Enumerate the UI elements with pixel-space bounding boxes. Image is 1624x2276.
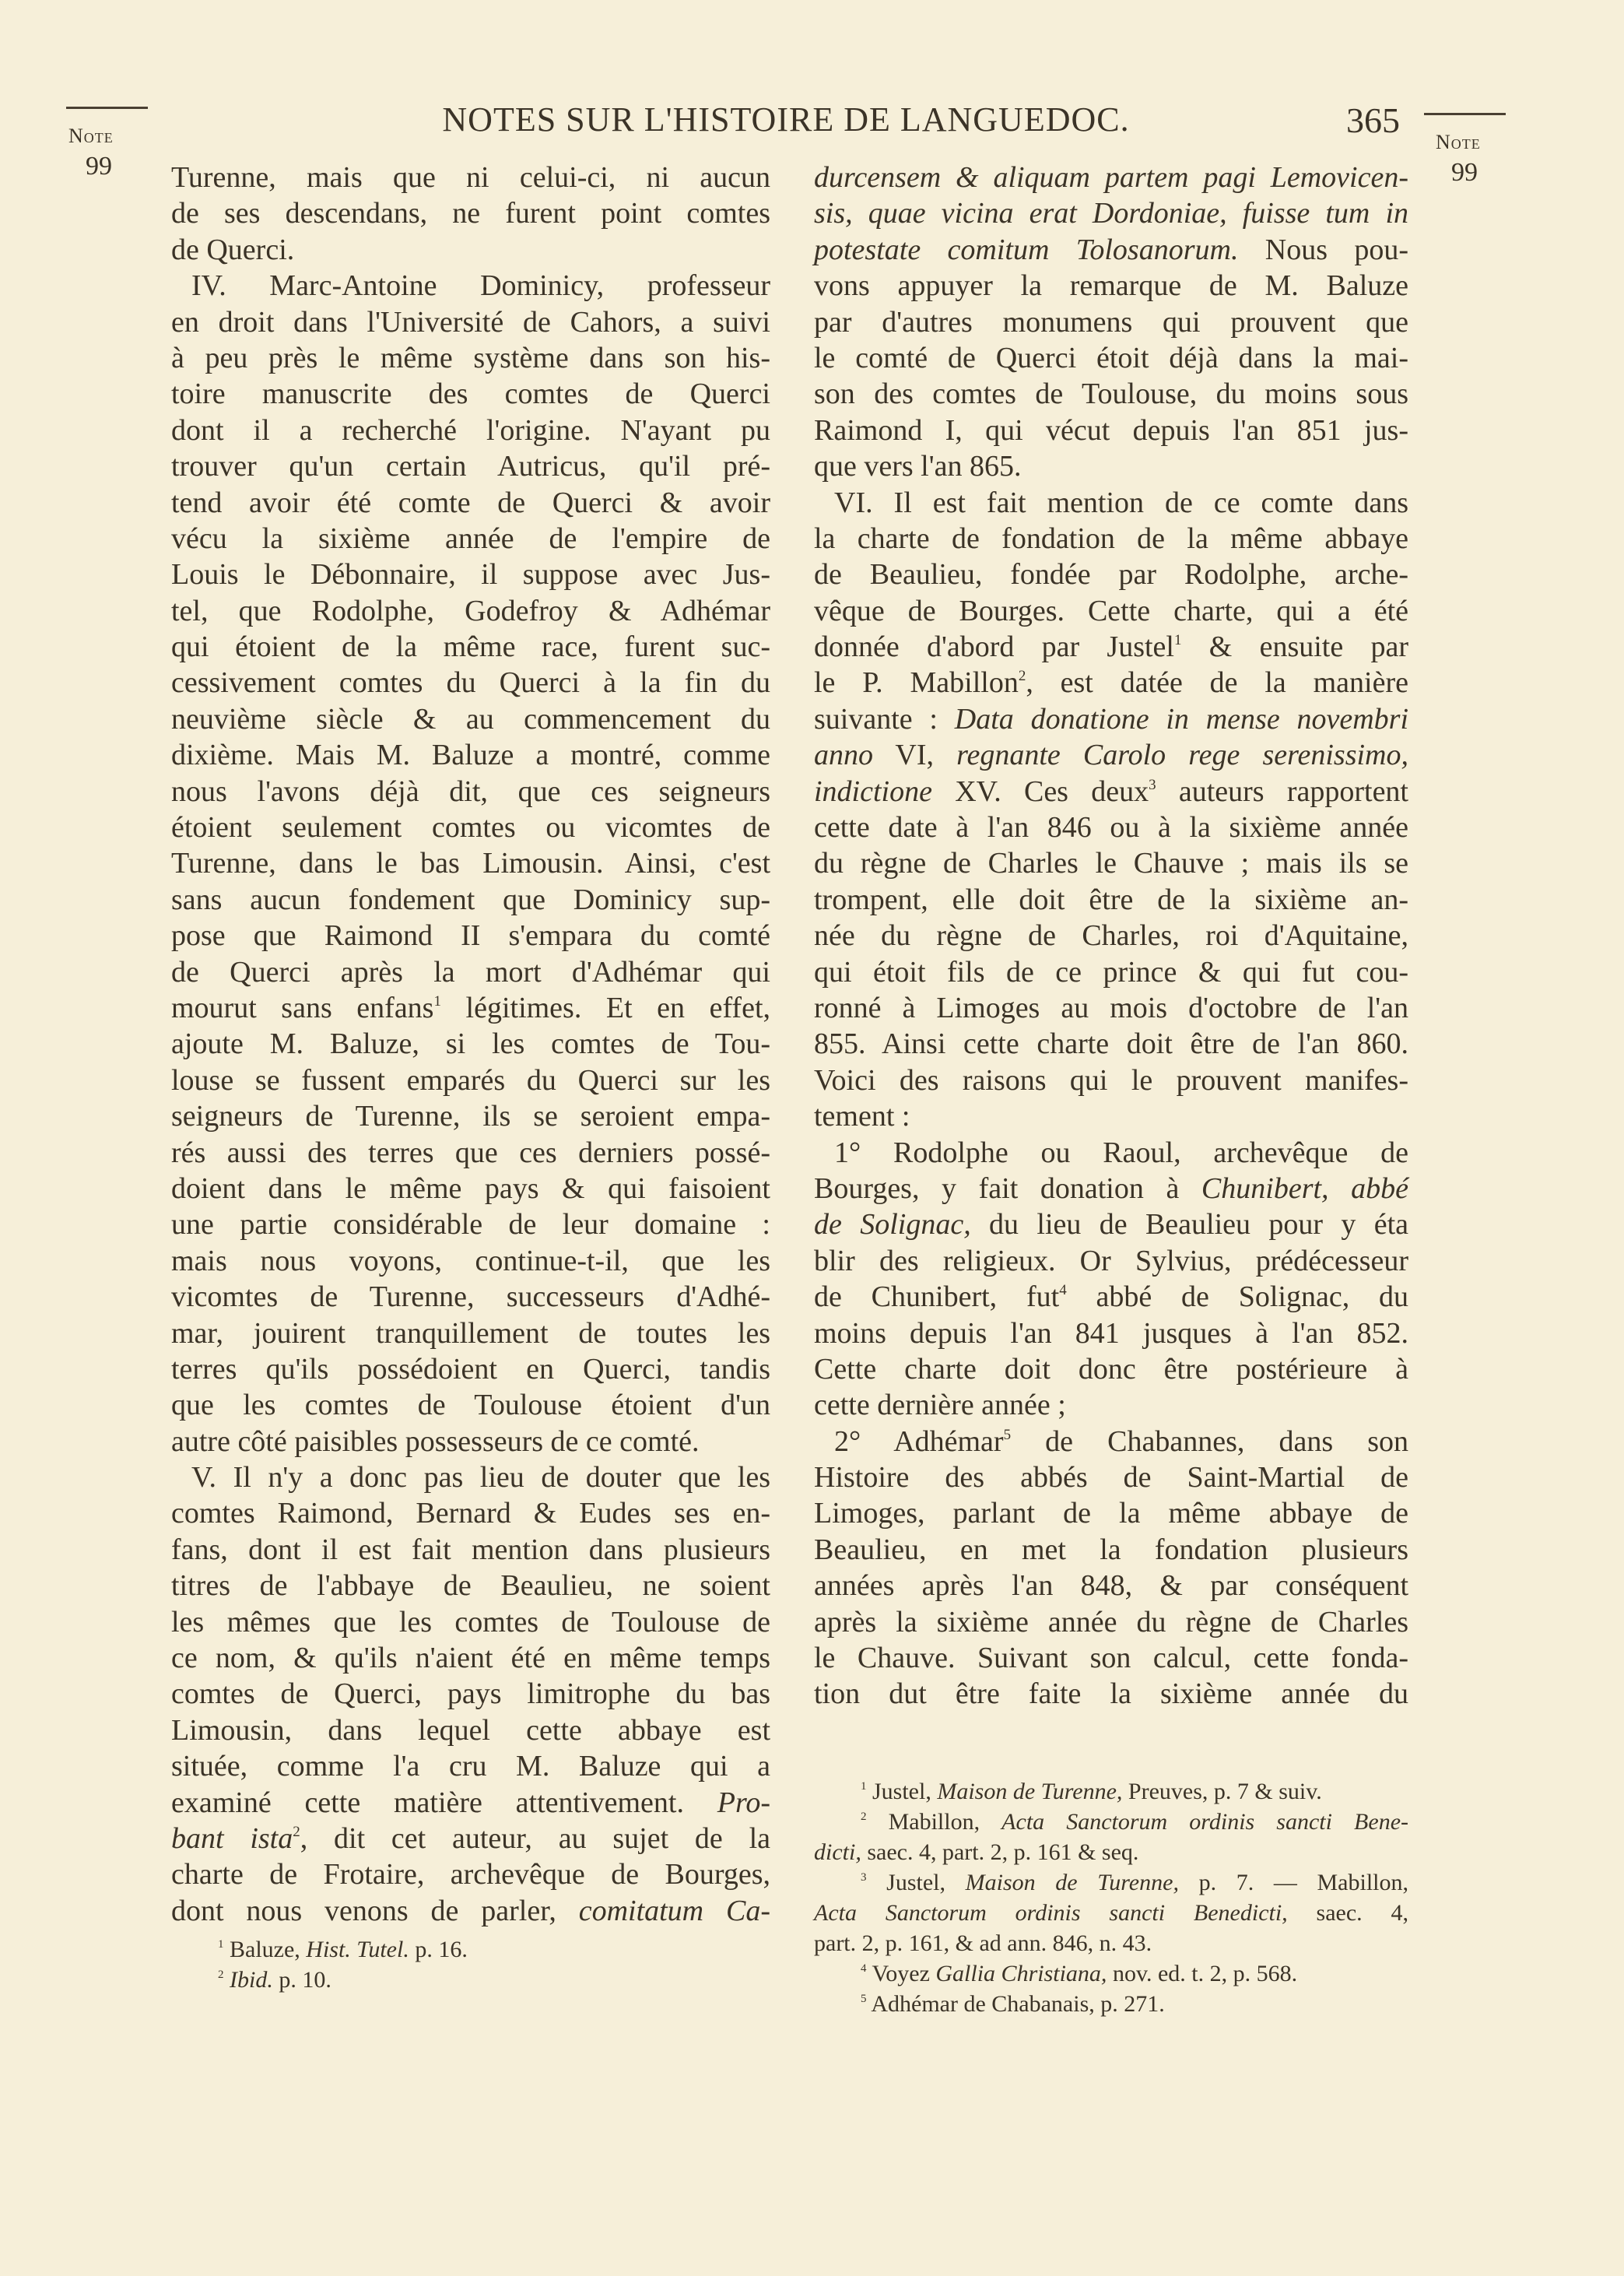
footnote-marker: 2: [861, 1811, 867, 1823]
text-line: [814, 485, 1408, 521]
text-line: [171, 918, 770, 954]
text-run: cette date à l'an 846 ou à la sixième année: [814, 811, 1408, 845]
text-run: saec. 4,: [1287, 1900, 1408, 1926]
text-run: une partie considérable de leur domaine :: [171, 1208, 770, 1242]
text-run: toire manuscrite des comtes de Querci: [171, 378, 770, 411]
text-run: Voici des raisons qui le prouvent manifes-: [814, 1063, 1408, 1097]
text-line: [814, 1898, 1408, 1928]
text-line: [171, 882, 770, 918]
text-run: en droit dans l'Université de Cahors, a suivi: [171, 305, 770, 339]
text-run: Louis le Débonnaire, il suppose avec Jus-: [171, 558, 770, 592]
text-line: [814, 1958, 1408, 1989]
left-margin-rule: [66, 107, 148, 109]
text-run: nous l'avons déjà dit, que ces seigneurs: [171, 774, 770, 808]
left-margin-note-number: 99: [86, 152, 112, 181]
text-run: fans, dont il est fait mention dans plusieurs: [171, 1533, 770, 1566]
italic-text: Pro-: [717, 1786, 770, 1819]
text-line: [171, 340, 770, 376]
text-line: [814, 737, 1408, 773]
text-line: [814, 701, 1408, 737]
text-run: mais nous voyons, continue-t-il, que les: [171, 1244, 770, 1277]
text-line: [814, 268, 1408, 304]
text-run: nov. ed. t. 2, p. 568.: [1107, 1961, 1298, 1986]
text-line: [814, 629, 1408, 665]
right-margin-rule: [1424, 113, 1506, 115]
text-run: Bourges, y fait donation à: [814, 1171, 1201, 1205]
text-line: [814, 195, 1408, 231]
text-run: cessivement comtes du Querci à la fin du: [171, 666, 770, 700]
text-run: le Chauve. Suivant son calcul, cette fonda-: [814, 1642, 1408, 1675]
text-run: de Querci après la mort d'Adhémar qui: [171, 955, 770, 989]
text-line: [171, 701, 770, 737]
text-line: [171, 1206, 770, 1242]
text-line: [814, 1171, 1408, 1206]
italic-text: potestate comitum Tolosanorum.: [814, 233, 1239, 266]
italic-text: bant ista: [171, 1821, 293, 1855]
text-run: p. 10.: [272, 1967, 331, 1993]
text-run: dont il a recherché l'origine. N'ayant pu: [171, 413, 770, 447]
text-line: [814, 845, 1408, 881]
text-line: [814, 1424, 1408, 1459]
text-line: [814, 1243, 1408, 1279]
text-run: du règne de Charles le Chauve ; mais ils se: [814, 847, 1408, 880]
text-run: titres de l'abbaye de Beaulieu, ne soient: [171, 1569, 770, 1603]
text-run: tel, que Rodolphe, Godefroy & Adhémar: [171, 594, 770, 627]
italic-text: Maison de Turenne,: [965, 1870, 1179, 1895]
text-line: [814, 882, 1408, 918]
text-run: autre côté paisibles possesseurs de ce comté.: [171, 1424, 700, 1458]
text-run: neuvième siècle & au commencement du: [171, 702, 770, 736]
text-line: [171, 1965, 770, 1995]
footnote-marker: 4: [1059, 1281, 1067, 1298]
text-line: [814, 1459, 1408, 1495]
italic-text: indictione: [814, 774, 932, 808]
text-line: [171, 665, 770, 701]
text-run: p. 7. — Mabillon,: [1178, 1870, 1409, 1895]
text-run: blir des religieux. Or Sylvius, prédécesseur: [814, 1244, 1408, 1277]
text-line: [814, 1928, 1408, 1958]
text-line: [171, 1785, 770, 1821]
text-line: [171, 1748, 770, 1784]
text-line: [814, 340, 1408, 376]
text-line: [171, 485, 770, 521]
text-run: par d'autres monumens qui prouvent que: [814, 305, 1408, 339]
text-line: [814, 376, 1408, 412]
text-run: mourut sans enfans: [171, 991, 434, 1024]
text-run: VI. Il est fait mention de ce comte dans: [834, 486, 1408, 519]
text-line: [171, 1856, 770, 1892]
text-run: Justel,: [866, 1779, 938, 1804]
text-run: que les comtes de Toulouse étoient d'un: [171, 1389, 770, 1422]
text-run: Voyez: [866, 1961, 936, 1986]
text-line: [171, 1171, 770, 1206]
text-line: [814, 1568, 1408, 1603]
text-run: , dit cet auteur, au sujet de la: [300, 1821, 770, 1855]
footnote-marker: 4: [861, 1962, 867, 1975]
footnote-marker: 1: [433, 992, 441, 1010]
text-line: [814, 774, 1408, 810]
text-run: Raimond I, qui vécut depuis l'an 851 jus-: [814, 413, 1408, 447]
left-footnotes: [171, 1934, 770, 1995]
text-run: Preuves, p. 7 & suiv.: [1122, 1779, 1322, 1804]
text-run: comtes Raimond, Bernard & Eudes ses en-: [171, 1497, 770, 1530]
text-run: après la sixième année du règne de Charles: [814, 1605, 1408, 1639]
text-run: de Beaulieu, fondée par Rodolphe, arche-: [814, 558, 1408, 592]
text-run: [224, 1967, 230, 1993]
text-run: étoient seulement comtes ou vicomtes de: [171, 811, 770, 845]
text-run: louse se fussent emparés du Querci sur les: [171, 1063, 770, 1097]
text-line: [814, 1135, 1408, 1171]
text-run: abbé de Solignac, du: [1066, 1280, 1408, 1314]
text-run: Adhémar de Chabanais, p. 271.: [866, 1991, 1165, 2017]
footnote-marker: 1: [861, 1780, 867, 1793]
text-run: trouver qu'un certain Autricus, qu'il pré-: [171, 450, 770, 483]
italic-text: Data donatione in mense novembri: [954, 702, 1408, 736]
left-margin-note-label: Note: [68, 125, 114, 147]
text-run: 855. Ainsi cette charte doit être de l'an 860.: [814, 1027, 1408, 1061]
text-line: [171, 1532, 770, 1568]
text-run: trompent, elle doit être de la sixième an-: [814, 883, 1408, 916]
italic-text: de Solignac,: [814, 1208, 971, 1242]
text-run: donnée d'abord par Justel: [814, 630, 1174, 664]
italic-text: Hist. Tutel.: [306, 1937, 409, 1962]
footnote-marker: 3: [1149, 776, 1156, 793]
text-run: & ensuite par: [1181, 630, 1408, 664]
text-line: [814, 521, 1408, 557]
text-line: [171, 1459, 770, 1495]
text-run: auteurs rapportent: [1156, 774, 1408, 808]
text-line: [171, 1568, 770, 1603]
text-run: Mabillon,: [866, 1809, 1002, 1835]
text-line: [814, 990, 1408, 1026]
text-line: [171, 160, 770, 195]
text-line: [171, 954, 770, 990]
text-line: [171, 810, 770, 845]
text-run: part. 2, p. 161, & ad ann. 846, n. 43.: [814, 1930, 1152, 1956]
text-line: [814, 448, 1408, 484]
text-line: [171, 232, 770, 268]
text-run: p. 16.: [409, 1937, 468, 1962]
text-run: ronné à Limoges au mois d'octobre de l'an: [814, 991, 1408, 1024]
text-run: Justel,: [866, 1870, 966, 1895]
text-run: comtes de Querci, pays limitrophe du bas: [171, 1677, 770, 1711]
italic-text: Gallia Christiana,: [935, 1961, 1107, 1986]
footnote-marker: 5: [1003, 1426, 1012, 1443]
text-run: moins depuis l'an 841 jusques à l'an 852.: [814, 1316, 1408, 1350]
right-margin-note-number: 99: [1451, 158, 1478, 187]
text-run: V. Il n'y a donc pas lieu de douter que les: [191, 1461, 770, 1495]
footnote-marker: 5: [861, 1993, 867, 2005]
text-line: [171, 1098, 770, 1134]
text-line: [171, 1712, 770, 1748]
text-line: [814, 1495, 1408, 1531]
text-run: tement :: [814, 1100, 910, 1133]
text-run: suivante :: [814, 702, 955, 736]
text-line: [814, 1206, 1408, 1242]
text-run: 1° Rodolphe ou Raoul, archevêque de: [834, 1136, 1408, 1169]
footnote-marker: 3: [861, 1871, 867, 1884]
text-run: pose que Raimond II s'empara du comté: [171, 919, 770, 953]
text-line: [171, 1135, 770, 1171]
text-run: légitimes. Et en effet,: [440, 991, 771, 1024]
text-run: de Chunibert, fut: [814, 1280, 1060, 1314]
text-line: [171, 1351, 770, 1387]
text-line: [171, 1604, 770, 1640]
text-line: [814, 1062, 1408, 1098]
text-line: [171, 1495, 770, 1531]
text-line: [814, 1837, 1408, 1867]
text-run: de ses descendans, ne furent point comtes: [171, 197, 770, 230]
text-run: années après l'an 848, & par conséquent: [814, 1569, 1408, 1603]
text-line: [814, 1098, 1408, 1134]
text-line: [814, 1026, 1408, 1062]
text-run: doient dans le même pays & qui faisoient: [171, 1171, 770, 1205]
footnote-marker: 2: [293, 1823, 300, 1840]
italic-text: durcensem & aliquam partem pagi Lemovicen-: [814, 161, 1408, 194]
text-line: [171, 774, 770, 810]
text-line: [171, 304, 770, 340]
page-number: 365: [1346, 100, 1400, 140]
text-run: dixième. Mais M. Baluze a montré, comme: [171, 739, 770, 772]
text-run: Limousin, dans lequel cette abbaye est: [171, 1713, 770, 1747]
text-run: Histoire des abbés de Saint-Martial de: [814, 1461, 1408, 1495]
text-line: [171, 448, 770, 484]
italic-text: Chunibert, abbé: [1201, 1171, 1408, 1205]
text-run: à peu près le même système dans son his-: [171, 341, 770, 374]
text-line: [171, 1062, 770, 1098]
text-line: [171, 413, 770, 448]
text-line: [171, 990, 770, 1026]
italic-text: Maison de Turenne,: [937, 1779, 1123, 1804]
text-run: Baluze,: [223, 1937, 307, 1962]
text-line: [171, 1676, 770, 1712]
text-line: [171, 1243, 770, 1279]
italic-text: regnante Carolo rege serenissimo,: [956, 739, 1408, 772]
italic-text: anno: [814, 739, 873, 772]
text-run: Nous pou-: [1238, 233, 1409, 266]
text-line: [171, 1387, 770, 1423]
text-run: Turenne, dans le bas Limousin. Ainsi, c'est: [171, 847, 770, 880]
text-run: vécu la sixième année de l'empire de: [171, 522, 770, 555]
text-line: [814, 232, 1408, 268]
text-line: [814, 413, 1408, 448]
text-run: vêque de Bourges. Cette charte, qui a été: [814, 594, 1408, 627]
text-line: [814, 557, 1408, 592]
text-line: [171, 268, 770, 304]
text-line: [171, 1640, 770, 1676]
text-run: , est datée de la manière: [1026, 666, 1408, 700]
text-line: [814, 1532, 1408, 1568]
text-run: de Chabannes, dans son: [1011, 1424, 1408, 1458]
text-run: vons appuyer la remarque de M. Baluze: [814, 269, 1408, 303]
text-line: [814, 1279, 1408, 1315]
text-run: tion dut être faite la sixième année du: [814, 1677, 1408, 1711]
text-run: qui étoient de la même race, furent suc-: [171, 630, 770, 664]
text-run: que vers l'an 865.: [814, 450, 1022, 483]
text-run: 2° Adhémar: [834, 1424, 1004, 1458]
text-line: [814, 304, 1408, 340]
text-line: [814, 1351, 1408, 1387]
text-run: son des comtes de Toulouse, du moins sous: [814, 378, 1408, 411]
text-run: rés aussi des terres que ces derniers possé-: [171, 1136, 770, 1169]
right-text-column: [814, 160, 1408, 1712]
text-run: de Querci.: [171, 233, 295, 266]
footnote-marker: 1: [1173, 631, 1182, 648]
text-line: [814, 160, 1408, 195]
text-run: terres qu'ils possédoient en Querci, tandis: [171, 1352, 770, 1386]
text-run: Cette charte doit donc être postérieure à: [814, 1352, 1408, 1386]
italic-text: Ibid.: [230, 1967, 273, 1993]
text-line: [814, 1640, 1408, 1676]
text-run: charte de Frotaire, archevêque de Bourges,: [171, 1858, 770, 1891]
footnote-marker: 1: [218, 1938, 224, 1951]
text-line: [814, 1989, 1408, 2019]
text-run: qui étoit fils de ce prince & qui fut cou-: [814, 955, 1408, 989]
text-line: [814, 954, 1408, 990]
text-line: [171, 521, 770, 557]
text-line: [171, 1934, 770, 1965]
text-run: XV. Ces deux: [931, 774, 1149, 808]
text-run: ajoute M. Baluze, si les comtes de Tou-: [171, 1027, 770, 1061]
text-run: Turenne, mais que ni celui-ci, ni aucun: [171, 161, 770, 194]
text-line: [814, 665, 1408, 701]
text-line: [171, 1821, 770, 1856]
text-run: située, comme l'a cru M. Baluze qui a: [171, 1750, 770, 1783]
text-run: du lieu de Beaulieu pour y éta: [970, 1208, 1408, 1242]
text-line: [814, 1807, 1408, 1837]
text-line: [171, 1026, 770, 1062]
text-run: cette dernière année ;: [814, 1389, 1066, 1422]
right-footnotes: [814, 1776, 1408, 2019]
text-line: [171, 593, 770, 629]
text-run: dont nous venons de parler,: [171, 1894, 579, 1927]
footnote-marker: 2: [218, 1969, 224, 1981]
text-line: [171, 737, 770, 773]
text-line: [171, 629, 770, 665]
text-line: [814, 1867, 1408, 1898]
italic-text: dicti,: [814, 1839, 861, 1865]
text-line: [171, 557, 770, 592]
left-text-column: [171, 160, 770, 1929]
text-run: ce nom, & qu'ils n'aient été en même temps: [171, 1642, 770, 1675]
text-line: [814, 810, 1408, 845]
text-run: mar, jouirent tranquillement de toutes les: [171, 1316, 770, 1350]
text-line: [814, 1387, 1408, 1423]
text-run: née du règne de Charles, roi d'Aquitaine,: [814, 919, 1408, 953]
text-run: examiné cette matière attentivement.: [171, 1786, 717, 1819]
italic-text: sis, quae vicina erat Dordoniae, fuisse tum in: [814, 197, 1408, 230]
footnote-marker: 2: [1018, 668, 1026, 685]
running-header: NOTES SUR L'HISTOIRE DE LANGUEDOC.: [442, 100, 1130, 139]
text-line: [171, 1893, 770, 1929]
text-line: [814, 1776, 1408, 1807]
text-run: IV. Marc-Antoine Dominicy, professeur: [191, 269, 770, 303]
text-run: Beaulieu, en met la fondation plusieurs: [814, 1533, 1408, 1566]
text-run: la charte de fondation de la même abbaye: [814, 522, 1408, 555]
text-line: [814, 593, 1408, 629]
text-line: [171, 376, 770, 412]
text-line: [171, 195, 770, 231]
text-run: sans aucun fondement que Dominicy sup-: [171, 883, 770, 916]
text-line: [171, 1315, 770, 1351]
text-line: [814, 1676, 1408, 1712]
italic-text: Acta Sanctorum ordinis sancti Benedicti,: [814, 1900, 1288, 1926]
text-line: [171, 1279, 770, 1315]
text-run: les mêmes que les comtes de Toulouse de: [171, 1605, 770, 1639]
italic-text: Acta Sanctorum ordinis sancti Bene-: [1001, 1809, 1408, 1835]
text-run: vicomtes de Turenne, successeurs d'Adhé-: [171, 1280, 770, 1314]
text-line: [171, 1424, 770, 1459]
text-line: [814, 918, 1408, 954]
text-line: [814, 1315, 1408, 1351]
text-run: VI,: [873, 739, 957, 772]
text-run: seigneurs de Turenne, ils se seroient empa-: [171, 1100, 770, 1133]
text-line: [171, 845, 770, 881]
text-run: Limoges, parlant de la même abbaye de: [814, 1497, 1408, 1530]
text-run: saec. 4, part. 2, p. 161 & seq.: [861, 1839, 1139, 1865]
right-margin-note-label: Note: [1436, 131, 1481, 153]
text-run: le comté de Querci étoit déjà dans la mai-: [814, 341, 1408, 374]
italic-text: comitatum Ca-: [578, 1894, 770, 1927]
text-run: le P. Mabillon: [814, 666, 1019, 700]
text-line: [814, 1604, 1408, 1640]
text-run: tend avoir été comte de Querci & avoir: [171, 486, 770, 519]
